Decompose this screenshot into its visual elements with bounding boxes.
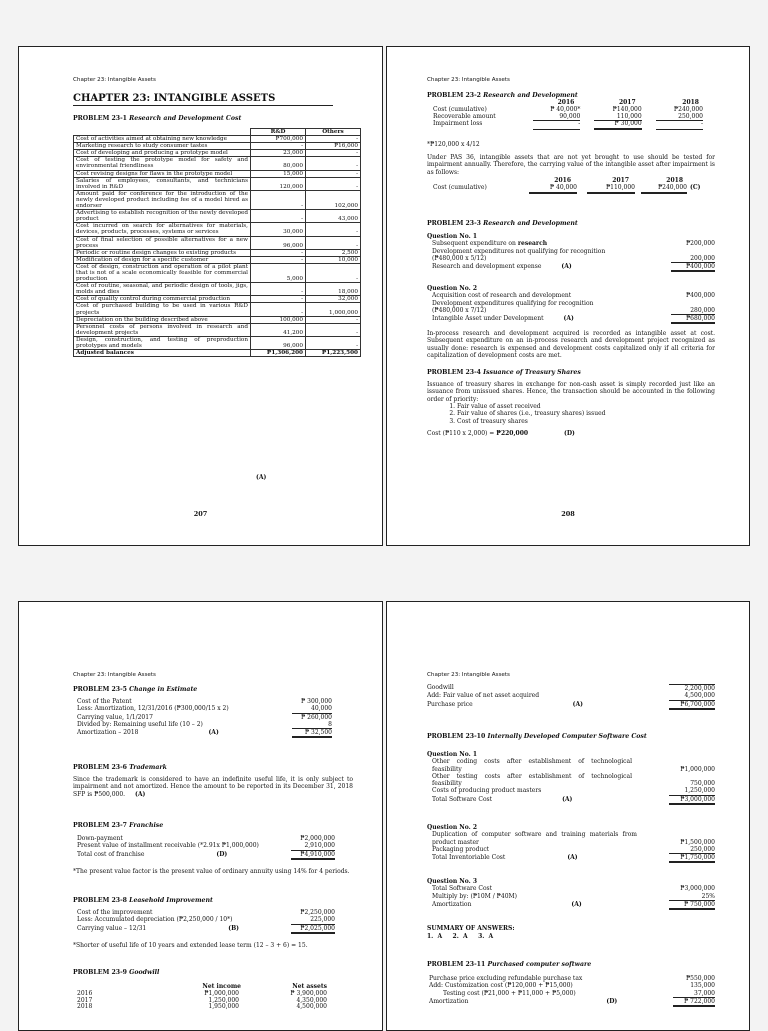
line-label: Carrying value – 12/31	[77, 924, 147, 932]
question-heading: Question No. 2	[427, 824, 478, 831]
year-2017: 2017	[612, 177, 629, 184]
carrying-table	[433, 178, 715, 194]
line-label: Carrying value, 1/1/2017	[77, 713, 153, 721]
year-2017: 2017	[618, 99, 636, 106]
others-cell: 10,000	[306, 256, 361, 263]
page-number: 208	[561, 510, 575, 518]
description-cell: Amount paid for conference for the introduction of the newly developed product including fee of a model hired as endorser	[74, 190, 251, 209]
line-value: ₱3,000,000	[669, 796, 715, 805]
line-value: 8	[292, 721, 332, 729]
problem-number: PROBLEM 23-5	[73, 686, 127, 693]
line-label: Development expenditures not qualifying for recognition	[432, 247, 606, 255]
answer-letter: (A)	[567, 854, 578, 862]
adjusted-balances-row	[74, 350, 361, 357]
problem-number: PROBLEM 23-10	[427, 733, 486, 740]
problem-number: PROBLEM 23-1	[73, 115, 127, 122]
question-heading: Question No. 1	[427, 233, 478, 240]
line-value: 4,500,000	[669, 692, 715, 700]
description-cell: Personnel costs of persons involved in research and development projects	[74, 323, 251, 336]
line-label: Amortization	[432, 900, 472, 908]
rec-2016: 90,000	[533, 114, 580, 122]
chapter-title: CHAPTER 23: INTANGIBLE ASSETS	[73, 93, 333, 106]
rd-cell: -	[251, 283, 306, 296]
description-cell: Cost incurred on search for alternatives for materials, devices, products, processes, systems or services	[74, 223, 251, 236]
line-label: Other testing costs after establishment of technological feasibility	[432, 772, 632, 788]
problem-name: Goodwill	[129, 969, 160, 976]
rd-cell: 80,000	[251, 157, 306, 170]
answer-letter: (A)	[572, 700, 583, 708]
others-cell: -	[306, 150, 361, 157]
others-cell: -	[306, 316, 361, 323]
answer-letter: (D)	[216, 850, 228, 858]
description-cell: Cost revising designs for flaws in the prototype model	[74, 170, 251, 177]
problem-number: PROBLEM 23-7	[73, 822, 127, 829]
question-2	[427, 285, 715, 324]
rd-cell: -	[251, 303, 306, 316]
line-value: ₱ 300,000	[301, 698, 332, 705]
year-2016: 2016	[557, 99, 575, 106]
net-income-cell: 1,250,000	[208, 996, 239, 1004]
goodwill-calc	[427, 684, 715, 710]
calc-value: ₱220,000	[496, 430, 529, 437]
problem-name: Research and Development Cost	[129, 115, 242, 122]
in-process-paragraph: In-process research and development acquired is recorded as intangible asset at cost. Subsequent expenditure on an in-process research and development project recognized as usually done: research is expensed and development costs capitalized only if all criteria for capitalization of development costs are met.	[427, 330, 715, 359]
summary-heading: SUMMARY OF ANSWERS:	[427, 925, 515, 932]
problem-name: Change in Estimate	[129, 686, 198, 693]
description-cell: Cost of purchased building to be used in various R&D projects	[74, 303, 251, 316]
answer-letter: (B)	[228, 924, 239, 932]
answer-letter: (A)	[562, 795, 573, 803]
line-label: (₱480,000 x 5/12)	[432, 254, 487, 262]
footnote: *₱120,000 x 4/12	[427, 141, 480, 148]
imp-2017: ₱ 30,000	[594, 121, 641, 130]
answer-letter: (D)	[606, 997, 618, 1005]
line-value: ₱ 722,000	[673, 998, 715, 1007]
description-cell: Cost of design, construction and operation of a pilot plant that is not of a scale economically feasible for commercial production	[74, 263, 251, 282]
table-row	[74, 210, 361, 223]
problem-23-4-title	[427, 369, 581, 376]
rd-cell: 96,000	[251, 336, 306, 349]
others-cell: -	[306, 336, 361, 349]
rd-cell: 96,000	[251, 236, 306, 249]
problem-number: PROBLEM 23-3	[427, 220, 481, 227]
problem-23-1-title	[73, 115, 241, 122]
rd-cell: 5,000	[251, 263, 306, 282]
line-label: Total Software Cost	[432, 885, 493, 893]
line-label: Total Inventoriable Cost	[432, 854, 506, 862]
line-label: Add: Fair value of net asset acquired	[427, 692, 540, 700]
problem-23-9-title	[73, 969, 159, 976]
answer-letter: (D)	[564, 430, 575, 437]
others-column-header: Others	[306, 129, 361, 136]
table-row	[74, 336, 361, 349]
leasehold-calc	[77, 909, 335, 934]
line-label: Other coding costs after establishment of technological feasibility	[432, 758, 632, 773]
question-2	[427, 824, 715, 863]
rd-cell: 100,000	[251, 316, 306, 323]
description-cell: Salaries of employees, consultants, and technicians involved in R&D	[74, 177, 251, 190]
others-cell: 1,000,000	[306, 303, 361, 316]
franchise-calc	[77, 835, 335, 860]
problem-name: Franchise	[129, 822, 164, 829]
line-value: ₱1,750,000	[669, 854, 715, 863]
cost-label: Cost (cumulative)	[433, 105, 487, 113]
cost-calculation	[427, 430, 687, 437]
line-value: 135,000	[690, 982, 715, 990]
calc-label: Cost (₱110 x 2,000) =	[427, 430, 495, 437]
line-value: ₱4,910,000	[291, 851, 335, 860]
answer-letter: (C)	[690, 183, 701, 191]
line-value: ₱6,700,000	[669, 701, 715, 710]
page-header: Chapter 23: Intangible Assets	[73, 77, 156, 83]
line-label: Subsequent expenditure on	[432, 240, 516, 248]
blank-header	[74, 129, 251, 136]
table-row	[74, 150, 361, 157]
table-row	[74, 157, 361, 170]
table-row	[74, 316, 361, 323]
year-2018: 2018	[682, 99, 699, 106]
rd-cell: 120,000	[251, 177, 306, 190]
problem-number: PROBLEM 23-11	[427, 961, 486, 968]
line-value: ₱ 260,000	[301, 713, 332, 721]
line-value: 37,000	[673, 990, 715, 998]
line-value: ₱ 32,500	[292, 729, 332, 738]
description-cell: Advertising to establish recognition of the newly developed product	[74, 210, 251, 223]
rd-cell: -	[251, 190, 306, 209]
problem-number: PROBLEM 23-8	[73, 897, 127, 904]
net-assets-cell: 4,350,000	[296, 996, 327, 1004]
table-row	[74, 143, 361, 150]
line-label: Multiply by: (₱10M / ₱40M)	[432, 892, 518, 900]
table-row	[74, 236, 361, 249]
line-value: 750,000	[690, 780, 715, 788]
answer-letter: (A)	[563, 315, 574, 323]
problem-23-2-title	[427, 92, 578, 99]
problem-23-11-title	[427, 961, 591, 968]
problem-23-3-title	[427, 220, 578, 227]
others-cell: -	[306, 323, 361, 336]
answer-letter: (A)	[561, 263, 572, 271]
line-value: 280,000	[671, 307, 715, 315]
line-label: Packaging product	[432, 845, 490, 853]
line-label-bold: research	[517, 240, 548, 248]
table-row	[74, 170, 361, 177]
year-cell: 2016	[77, 989, 93, 997]
goodwill-table	[77, 984, 327, 1011]
line-label: Research and development expense	[432, 263, 542, 271]
description-cell: Cost of testing the prototype model for safety and environmental friendliness	[74, 157, 251, 170]
page-header: Chapter 23: Intangible Assets	[427, 77, 510, 83]
description-cell: Marketing research to study consumer tastes	[74, 143, 251, 150]
others-cell: 43,000	[306, 210, 361, 223]
answer-letter: (A)	[571, 900, 582, 908]
list-item: 3. Cost of treasury shares	[457, 418, 605, 425]
question-1	[427, 233, 715, 272]
rec-2017: 110,000	[594, 114, 641, 122]
question-1	[427, 751, 715, 805]
line-label: Costs of producing product masters	[432, 787, 542, 795]
line-label: Total Software Cost	[432, 795, 493, 803]
list-item: 2. Fair value of shares (i.e., treasury shares) issued	[457, 410, 605, 417]
page-header: Chapter 23: Intangible Assets	[427, 672, 510, 678]
leasehold-note: *Shorter of useful life of 10 years and extended lease term (12 – 3 + 6) = 15.	[73, 942, 308, 949]
imp-2016: -	[533, 121, 580, 130]
table-row	[74, 190, 361, 209]
rd-cell: ₱700,000	[251, 136, 306, 143]
others-cell: 32,000	[306, 296, 361, 303]
net-assets-header: Net assets	[292, 983, 327, 990]
table-row	[74, 223, 361, 236]
line-label: Duplication of computer software and training materials from product master	[432, 831, 637, 846]
others-cell: 102,000	[306, 190, 361, 209]
net-income-header: Net income	[202, 983, 241, 990]
line-label: Cost of the improvement	[77, 909, 153, 916]
table-row	[74, 177, 361, 190]
line-value: ₱2,250,000	[300, 909, 335, 916]
others-cell: ₱16,000	[306, 143, 361, 150]
treasury-paragraph: Issuance of treasury shares in exchange for non-cash asset is simply recorded just like an issuance from unissued shares. Hence, the transaction should be accounted in the following order of priority:	[427, 381, 715, 403]
net-assets-cell: 4,500,000	[296, 1003, 327, 1011]
others-cell: -	[306, 136, 361, 143]
line-value: 2,200,000	[669, 684, 715, 692]
table-row	[74, 249, 361, 256]
problem-23-5-title	[73, 686, 197, 693]
rd-cell: -	[251, 256, 306, 263]
line-value: ₱1,000,000	[680, 765, 715, 773]
impairment-table	[433, 100, 703, 130]
problem-name: Leasehold Improvement	[129, 897, 213, 904]
recoverable-label: Recoverable amount	[433, 112, 496, 120]
line-value: ₱200,000	[685, 240, 715, 248]
list-item: 1. Fair value of asset received	[457, 403, 605, 410]
problem-name: Internally Developed Computer Software Cost	[487, 733, 647, 740]
software-calc	[429, 975, 715, 1007]
patent-calc	[77, 698, 332, 738]
rd-cell: 41,200	[251, 323, 306, 336]
line-value: 2,910,000	[291, 842, 335, 850]
problem-23-10-title	[427, 733, 647, 740]
pas36-paragraph: Under PAS 36, intangible assets that are not yet brought to use should be tested for impairment annually. Therefore, the carrying value of the intangible asset after impairment is as follows:	[427, 154, 715, 176]
description-cell: Cost of quality control during commercial production	[74, 296, 251, 303]
problem-name: Trademark	[129, 764, 167, 771]
cv-2017: ₱110,000	[587, 185, 635, 194]
line-value: ₱3,000,000	[680, 885, 715, 893]
problem-name: Purchased computer software	[487, 961, 592, 968]
answer-letter: (A)	[208, 729, 219, 737]
table-row	[74, 283, 361, 296]
table-row	[74, 263, 361, 282]
cost-label: Cost (cumulative)	[433, 183, 487, 191]
page-header: Chapter 23: Intangible Assets	[73, 672, 156, 678]
problem-name: Research and Development	[483, 220, 578, 227]
rd-cell: -	[251, 143, 306, 150]
page-207	[18, 46, 383, 546]
net-income-cell: ₱1,000,000	[204, 989, 239, 997]
description-cell: Periodic or routine design changes to existing products	[74, 249, 251, 256]
problem-name: Issuance of Treasury Shares	[483, 369, 581, 376]
question-heading: Question No. 1	[427, 751, 478, 758]
line-label: Development expenditures qualifying for recognition	[432, 299, 594, 307]
line-value: 225,000	[291, 916, 335, 924]
line-label: Add: Customization cost (₱120,000 + ₱15,000)	[429, 982, 573, 990]
answer-letter: (A)	[135, 790, 146, 798]
table-row	[74, 256, 361, 263]
table-row	[74, 303, 361, 316]
description-cell: Cost of routine, seasonal, and periodic design of tools, jigs, molds and dies	[74, 283, 251, 296]
rd-cost-table-body	[74, 136, 361, 357]
table-row	[74, 296, 361, 303]
problem-number: PROBLEM 23-9	[73, 969, 127, 976]
imp-2018: -	[656, 121, 703, 130]
description-cell: Cost of developing and producing a prototype model	[74, 150, 251, 157]
line-label: Goodwill	[427, 684, 454, 691]
others-cell: -	[306, 223, 361, 236]
page-210	[386, 601, 750, 1031]
problem-name: Research and Development	[483, 92, 578, 99]
problem-number: PROBLEM 23-4	[427, 369, 481, 376]
line-value: ₱2,000,000	[300, 835, 335, 842]
line-label: Cost of the Patent	[77, 698, 132, 705]
priority-list	[439, 403, 605, 425]
line-value: ₱680,000	[671, 315, 715, 324]
others-cell: -	[306, 263, 361, 282]
description-cell: Depreciation on the building described above	[74, 316, 251, 323]
line-label: Purchase price	[427, 700, 473, 708]
page-number: 207	[193, 510, 208, 518]
problem-number: PROBLEM 23-6	[73, 764, 127, 771]
year-2016: 2016	[554, 177, 571, 184]
description-cell: Adjusted balances	[74, 350, 251, 357]
line-label: Purchase price excluding refundable purchase tax	[429, 975, 583, 982]
line-value: 200,000	[671, 255, 715, 263]
trademark-paragraph	[73, 776, 353, 798]
question-3	[427, 878, 715, 910]
franchise-note: *The present value factor is the present value of ordinary annuity using 14% for 4 periods.	[73, 868, 350, 875]
description-cell: Modification of design for a specific customer	[74, 256, 251, 263]
cv-2016: ₱ 40,000	[529, 185, 577, 194]
line-value: ₱550,000	[685, 975, 715, 982]
line-label: (₱480,000 x 7/12)	[432, 306, 487, 314]
page-208	[386, 46, 750, 546]
line-value: ₱400,000	[685, 292, 715, 300]
line-value: ₱ 750,000	[669, 901, 715, 910]
line-label: Amortization – 2018	[77, 729, 139, 737]
problem-number: PROBLEM 23-2	[427, 92, 481, 99]
rd-cell: 15,000	[251, 170, 306, 177]
line-label: Present value of installment receivable (*2.91x ₱1,000,000)	[77, 842, 259, 850]
others-cell: -	[306, 177, 361, 190]
cv-2018: ₱240,000	[641, 185, 687, 194]
net-income-cell: 1,950,000	[208, 1003, 239, 1011]
question-heading: Question No. 2	[427, 285, 478, 292]
line-value: 1,250,000	[669, 787, 715, 795]
line-value: ₱400,000	[671, 263, 715, 272]
year-2018: 2018	[666, 177, 683, 184]
rec-2018: 250,000	[656, 114, 703, 122]
rd-cell: -	[251, 296, 306, 303]
line-value: ₱1,500,000	[680, 838, 715, 846]
others-cell: -	[306, 236, 361, 249]
rd-column-header: R&D	[251, 129, 306, 136]
answer-letter: (A)	[256, 474, 267, 481]
page-209	[18, 601, 383, 1031]
cost-2017: ₱140,000	[612, 105, 642, 113]
table-row	[74, 136, 361, 143]
line-label: Divided by: Remaining useful life (10 – 2)	[77, 720, 203, 728]
line-label: Intangible Asset under Development	[432, 315, 544, 323]
line-value: 25%	[669, 893, 715, 901]
others-cell: ₱1,223,500	[306, 350, 361, 357]
rd-cost-table	[73, 128, 361, 357]
year-cell: 2017	[77, 996, 93, 1004]
rd-cell: 30,000	[251, 223, 306, 236]
rd-cell: -	[251, 249, 306, 256]
cost-2016: ₱ 40,000*	[550, 105, 581, 113]
line-label: Amortization	[429, 997, 469, 1005]
line-label: Testing cost (₱21,000 + ₱11,000 + ₱5,000)	[443, 989, 576, 997]
line-label: Acquisition cost of research and development	[432, 292, 572, 300]
paragraph-text: Since the trademark is considered to have an indefinite useful life, it is only subject to impairment and not amortized. Hence the amount to be reported in its December 31, 2018 SFP is ₱500,000.	[73, 776, 353, 798]
rd-cell: 23,000	[251, 150, 306, 157]
rd-cell: ₱1,306,200	[251, 350, 306, 357]
table-row	[74, 323, 361, 336]
impairment-label: Impairment loss	[433, 120, 483, 128]
line-label: Total cost of franchise	[77, 850, 145, 858]
problem-23-7-title	[73, 822, 163, 829]
net-assets-cell: ₱ 3,900,000	[290, 989, 327, 997]
line-value: 40,000	[292, 705, 332, 713]
line-label: Down-payment	[77, 835, 123, 842]
line-value: 250,000	[669, 846, 715, 854]
line-value: ₱2,025,000	[291, 925, 335, 934]
line-label: Less: Amortization, 12/31/2016 (₱300,000/15 x 2)	[77, 705, 229, 713]
problem-23-8-title	[73, 897, 213, 904]
others-cell: 2,500	[306, 249, 361, 256]
summary-answers: 1. A 2. A 3. A	[427, 933, 494, 940]
rd-cell: -	[251, 210, 306, 223]
others-cell: -	[306, 157, 361, 170]
description-cell: Design, construction, and testing of preproduction prototypes and models	[74, 336, 251, 349]
problem-23-6-title	[73, 764, 167, 771]
description-cell: Cost of final selection of possible alternatives for a new process	[74, 236, 251, 249]
cost-2018: ₱240,000	[673, 105, 703, 113]
question-heading: Question No. 3	[427, 878, 478, 885]
description-cell: Cost of activities aimed at obtaining new knowledge	[74, 136, 251, 143]
line-label: Less: Accumulated depreciation (₱2,250,000 / 10*)	[77, 916, 233, 924]
others-cell: -	[306, 170, 361, 177]
others-cell: 18,000	[306, 283, 361, 296]
year-cell: 2018	[77, 1003, 93, 1011]
